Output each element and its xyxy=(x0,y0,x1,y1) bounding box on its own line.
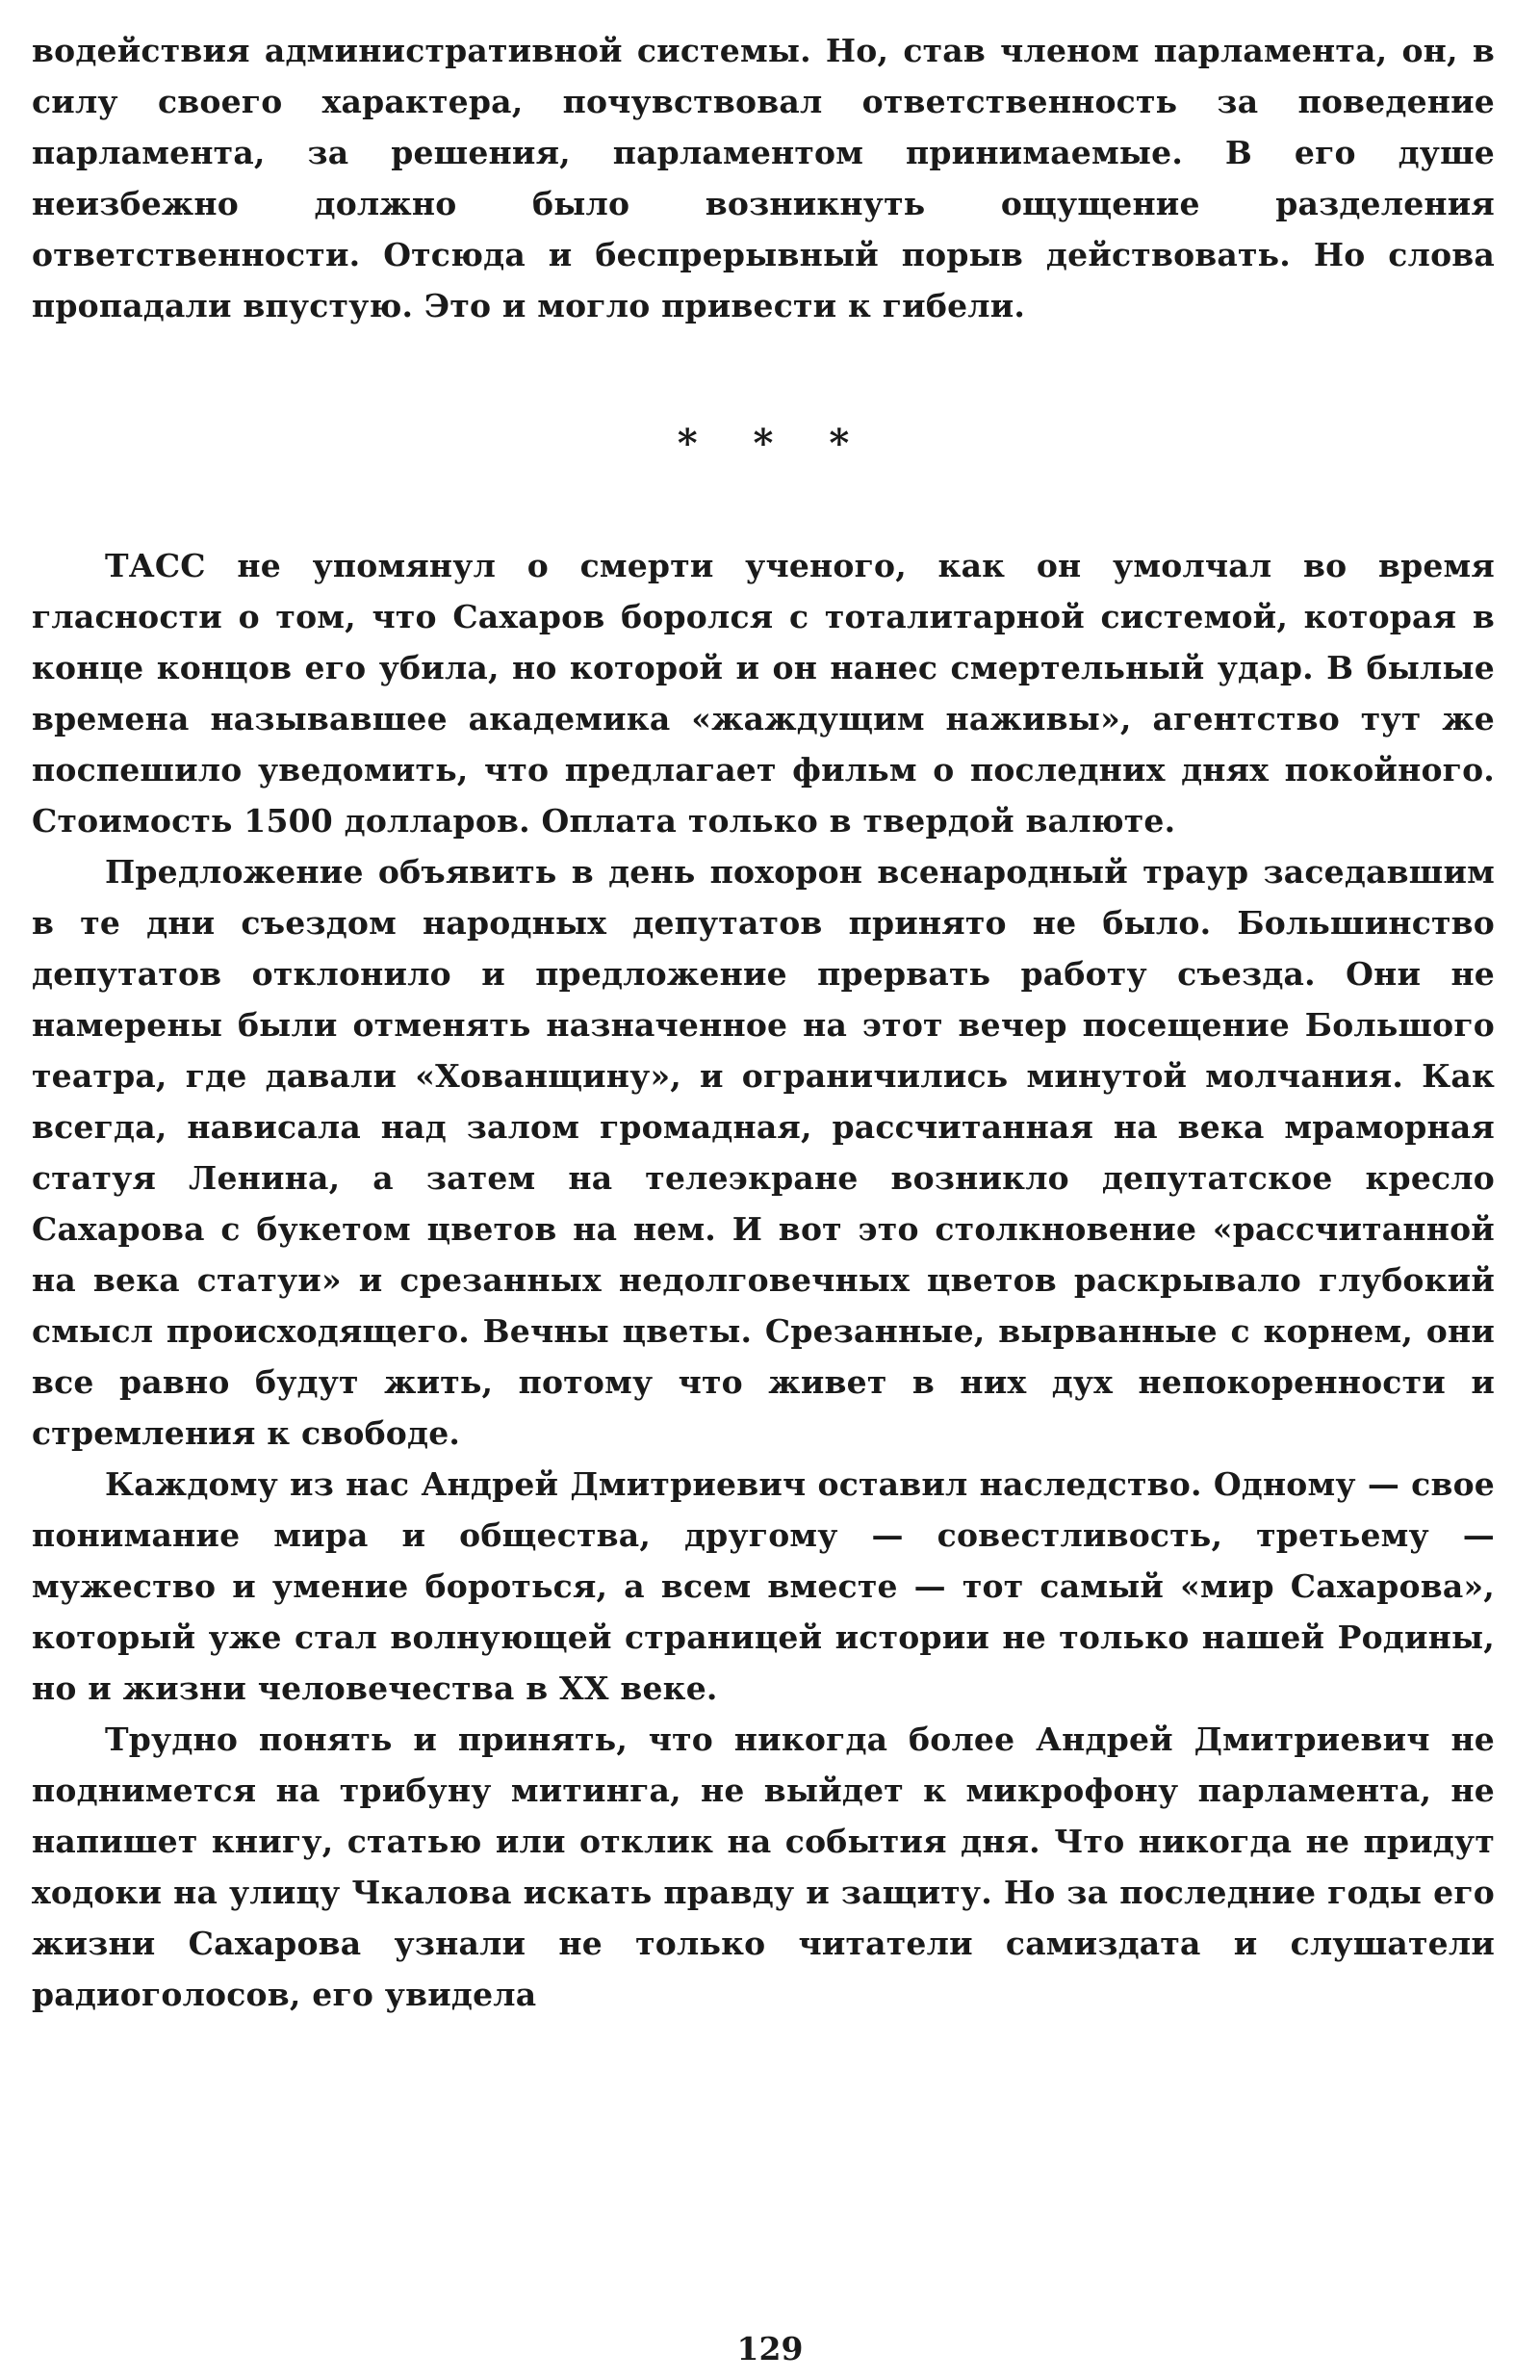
section-separator: * * * xyxy=(677,421,871,466)
paragraph: ТАСС не упомянул о смерти ученого, как он умолчал во время гласности о том, что Сахаров боролся с тоталитарной системой, которая в конце концов его убила, но которой и он нанес смертельный удар. В былые времена называвшее академика «жаждущим наживы», агентство тут же поспешило уведомить, что предлагает фильм о последних днях покойного. Стоимость 1500 долларов. Оплата только в твердой валюте. xyxy=(32,547,1495,840)
paragraph: Трудно понять и принять, что никогда более Андрей Дмитриевич не поднимется на трибуну митинга, не выйдет к микрофону парламента, не напишет книгу, статью или отклик на события дня. Что никогда не придут ходоки на улицу Чкалова искать правду и защиту. Но за последние годы его жизни Сахарова узнали не только читатели самиздата и слушатели радиоголосов, его увидела xyxy=(32,1720,1495,2013)
body-text xyxy=(32,25,1495,2020)
paragraph-continued: водействия административной системы. Но, став членом парламента, он, в силу своего характера, почувствовал ответственность за поведение парламента, за решения, парламентом принимаемые. В его душе неизбежно должно было возникнуть ощущение разделения ответственности. Отсюда и беспрерывный порыв действовать. Но слова пропадали впустую. Это и могло привести к гибели. xyxy=(32,32,1495,324)
paragraph: Предложение объявить в день похорон всенародный траур заседавшим в те дни съездом народных депутатов принято не было. Большинство депутатов отклонило и предложение прервать работу съезда. Они не намерены были отменять назначенное на этот вечер посещение Большого театра, где давали «Хованщину», и ограничились минутой молчания. Как всегда, нависала над залом громадная, рассчитанная на века мраморная статуя Ленина, а затем на телеэкране возникло депутатское кресло Сахарова с букетом цветов на нем. И вот это столкновение «рассчитанной на века статуи» и срезанных недолговечных цветов раскрывало глубокий смысл происходящего. Вечны цветы. Срезанные, вырванные с корнем, они все равно будут жить, потому что живет в них дух непокоренности и стремления к свободе. xyxy=(32,853,1495,1452)
page-number: 129 xyxy=(736,2330,804,2367)
paragraph: Каждому из нас Андрей Дмитриевич оставил наследство. Одному — свое понимание мира и общества, другому — совестливость, третьему — мужество и умение бороться, а всем вместе — тот самый «мир Сахарова», который уже стал волнующей страницей истории не только нашей Родины, но и жизни человечества в XX веке. xyxy=(32,1465,1495,1707)
